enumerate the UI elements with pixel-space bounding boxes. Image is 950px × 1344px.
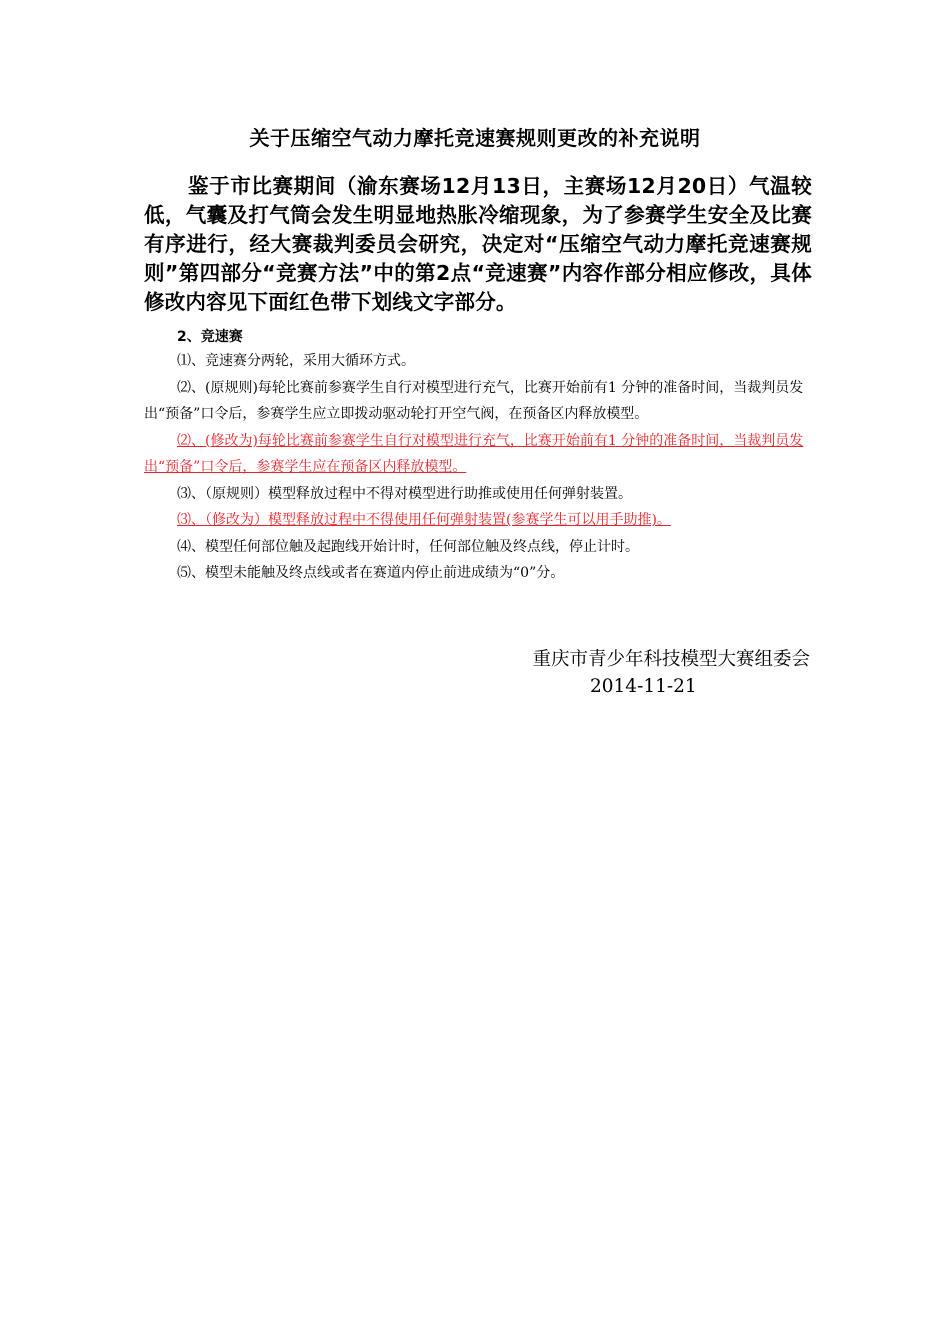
rule-4: ⑷、模型任何部位触及起跑线开始计时，任何部位触及终点线，停止计时。 [177,538,639,555]
rule-1: ⑴、竞速赛分两轮，采用大循环方式。 [177,353,415,369]
signature-block [466,646,810,700]
rule-3-original: ⑶、（原规则）模型释放过程中不得对模型进行助推或使用任何弹射装置。 [177,485,632,502]
section-heading: 2、竞速赛 [177,329,243,345]
rule-2-original: ⑵、(原规则)每轮比赛前参赛学生自行对模型进行充气，比赛开始前有1 分钟的准备时间，当裁判员发出“预备”口令后，参赛学生应立即拨动驱动轮打开空气阀，在预备区内释放模型。 [144,379,804,422]
rule-2-revised: ⑵、(修改为)每轮比赛前参赛学生自行对模型进行充气，比赛开始前有1 分钟的准备时间，当裁判员发出“预备”口令后，参赛学生应在预备区内释放模型。 [144,432,804,475]
intro-paragraph: 鉴于市比赛期间（渝东赛场12月13日，主赛场12月20日）气温较低，气囊及打气筒会发生明显地热胀冷缩现象，为了参赛学生安全及比赛有序进行，经大赛裁判委员会研究，决定对“压缩空气动力摩托竞速赛规则”第四部分“竞赛方法”中的第2点“竞速赛”内容作部分相应修改，具体修改内容见下面红色带下划线文字部分。 [144,174,812,314]
rule-3-revised: ⑶、（修改为）模型释放过程中不得使用任何弹射装置(参赛学生可以用手助推)。 [177,512,671,528]
signature-date: 2014-11-21 [590,676,697,697]
signature-organization: 重庆市青少年科技模型大赛组委会 [532,649,810,670]
rules-list [144,348,810,587]
document-title: 关于压缩空气动力摩托竞速赛规则更改的补充说明 [249,126,701,150]
rule-5: ⑸、模型未能触及终点线或者在赛道内停止前进成绩为“0”分。 [177,565,565,581]
